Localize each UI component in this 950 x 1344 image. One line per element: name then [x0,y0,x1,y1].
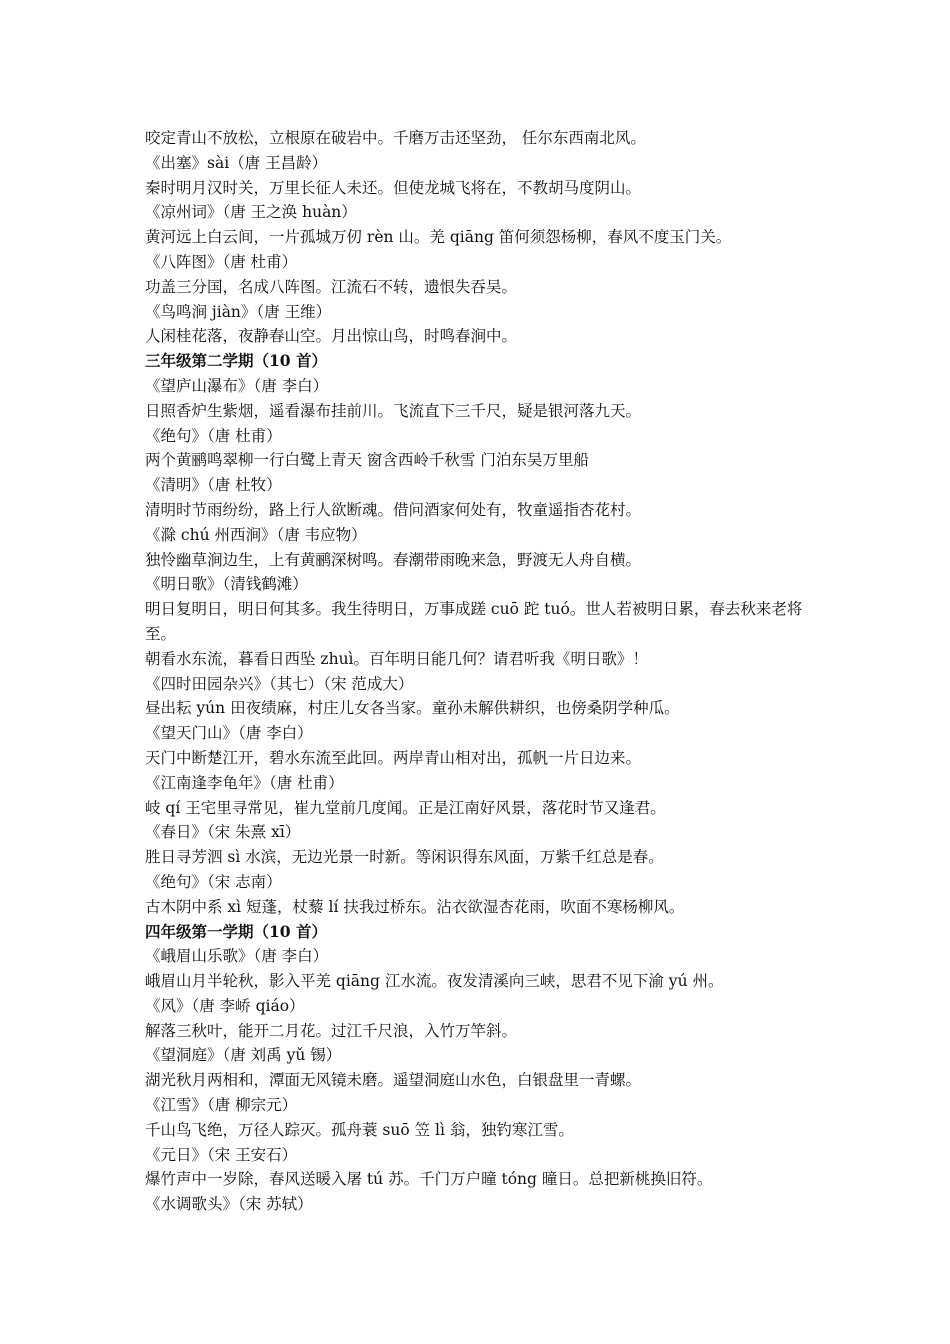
poem-verse: 千山鸟飞绝，万径人踪灭。孤舟蓑 suō 笠 lì 翁，独钓寒江雪。 [145,1120,574,1139]
poem-title: 《江南逢李龟年》（唐 杜甫） [145,773,344,792]
poem-title: 《望庐山瀑布》（唐 李白） [145,376,329,395]
poem-verse: 朝看水东流，暮看日西坠 zhuì。百年明日能几何？请君听我《明日歌》！ [145,649,649,668]
poem-verse: 两个黄鹂鸣翠柳一行白鹭上青天 窗含西岭千秋雪 门泊东吴万里船 [145,451,589,470]
poem-title: 《绝句》（唐 杜甫） [145,426,282,445]
poem-verse: 黄河远上白云间，一片孤城万仞 rèn 山。羌 qiāng 笛何须怨杨柳，春风不度玉门关。 [145,228,732,247]
poem-title: 《望天门山》（唐 李白） [145,724,313,743]
poem-verse: 爆竹声中一岁除，春风送暖入屠 tú 苏。千门万户曈 tóng 曈日。总把新桃换旧符。 [145,1170,713,1189]
poem-verse: 明日复明日，明日何其多。我生待明日，万事成蹉 cuō 跎 tuó。世人若被明日累，春去秋来老将 [145,600,803,619]
poem-verse: 古木阴中系 xì 短蓬，杖藜 lí 扶我过桥东。沾衣欲湿杏花雨，吹面不寒杨柳风。 [145,897,685,916]
poem-title: 《明日歌》（清钱鹤滩） [145,575,308,594]
poem-verse: 解落三秋叶，能开二月花。过江千尺浪，入竹万竿斜。 [145,1021,518,1040]
poem-verse: 胜日寻芳泗 sì 水滨，无边光景一时新。等闲识得东风面，万紫千红总是春。 [145,848,664,867]
poem-verse: 湖光秋月两相和，潭面无风镜未磨。遥望洞庭山水色，白银盘里一青螺。 [145,1071,642,1090]
poem-verse: 昼出耘 yún 田夜绩麻，村庄儿女各当家。童孙未解供耕织，也傍桑阴学种瓜。 [145,699,680,718]
section-heading: 四年级第一学期（10 首） [145,921,327,941]
poem-verse: 至。 [145,624,177,643]
poem-verse: 人闲桂花落，夜静春山空。月出惊山鸟，时鸣春涧中。 [145,327,518,346]
poem-title: 《凉州词》（唐 王之涣 huàn） [145,203,357,222]
poem-title: 《滁 chú 州西涧》（唐 韦应物） [145,525,367,544]
poem-title: 《江雪》（唐 柳宗元） [145,1096,298,1115]
section-heading: 三年级第二学期（10 首） [145,351,327,371]
poem-title: 《峨眉山乐歌》（唐 李白） [145,947,329,966]
poem-text-body [145,126,835,1217]
poem-title: 《元日》（宋 王安石） [145,1145,298,1164]
poem-title: 《春日》（宋 朱熹 xī） [145,823,301,842]
poem-title: 《出塞》sài（唐 王昌龄） [145,153,328,172]
poem-verse: 功盖三分国，名成八阵图。江流石不转，遗恨失吞吴。 [145,277,518,296]
poem-title: 《绝句》（宋 志南） [145,872,282,891]
poem-title: 《四时田园杂兴》（其七）（宋 范成大） [145,674,414,693]
poem-title: 《八阵图》（唐 杜甫） [145,252,298,271]
poem-verse: 日照香炉生紫烟，遥看瀑布挂前川。飞流直下三千尺，疑是银河落九天。 [145,401,642,420]
poem-verse: 独怜幽草涧边生，上有黄鹂深树鸣。春潮带雨晚来急，野渡无人舟自横。 [145,550,642,569]
poem-verse: 峨眉山月半轮秋，影入平羌 qiāng 江水流。夜发清溪向三峡，思君不见下渝 yú 州。 [145,972,724,991]
poem-title: 《望洞庭》（唐 刘禹 yǔ 锡） [145,1046,342,1065]
poem-verse: 天门中断楚江开，碧水东流至此回。两岸青山相对出，孤帆一片日边来。 [145,748,642,767]
poem-title: 《清明》（唐 杜牧） [145,476,282,495]
poem-verse: 岐 qí 王宅里寻常见，崔九堂前几度闻。正是江南好风景，落花时节又逢君。 [145,798,666,817]
poem-verse: 清明时节雨纷纷，路上行人欲断魂。借问酒家何处有，牧童遥指杏花村。 [145,500,642,519]
poem-title: 《水调歌头》（宋 苏轼） [145,1195,313,1214]
poem-verse: 秦时明月汉时关，万里长征人未还。但使龙城飞将在，不教胡马度阴山。 [145,178,642,197]
poem-title: 《鸟鸣涧 jiàn》（唐 王维） [145,302,332,321]
poem-title: 《风》（唐 李峤 qiáo） [145,996,305,1015]
poem-verse: 咬定青山不放松，立根原在破岩中。千磨万击还坚劲， 任尔东西南北风。 [145,129,646,147]
